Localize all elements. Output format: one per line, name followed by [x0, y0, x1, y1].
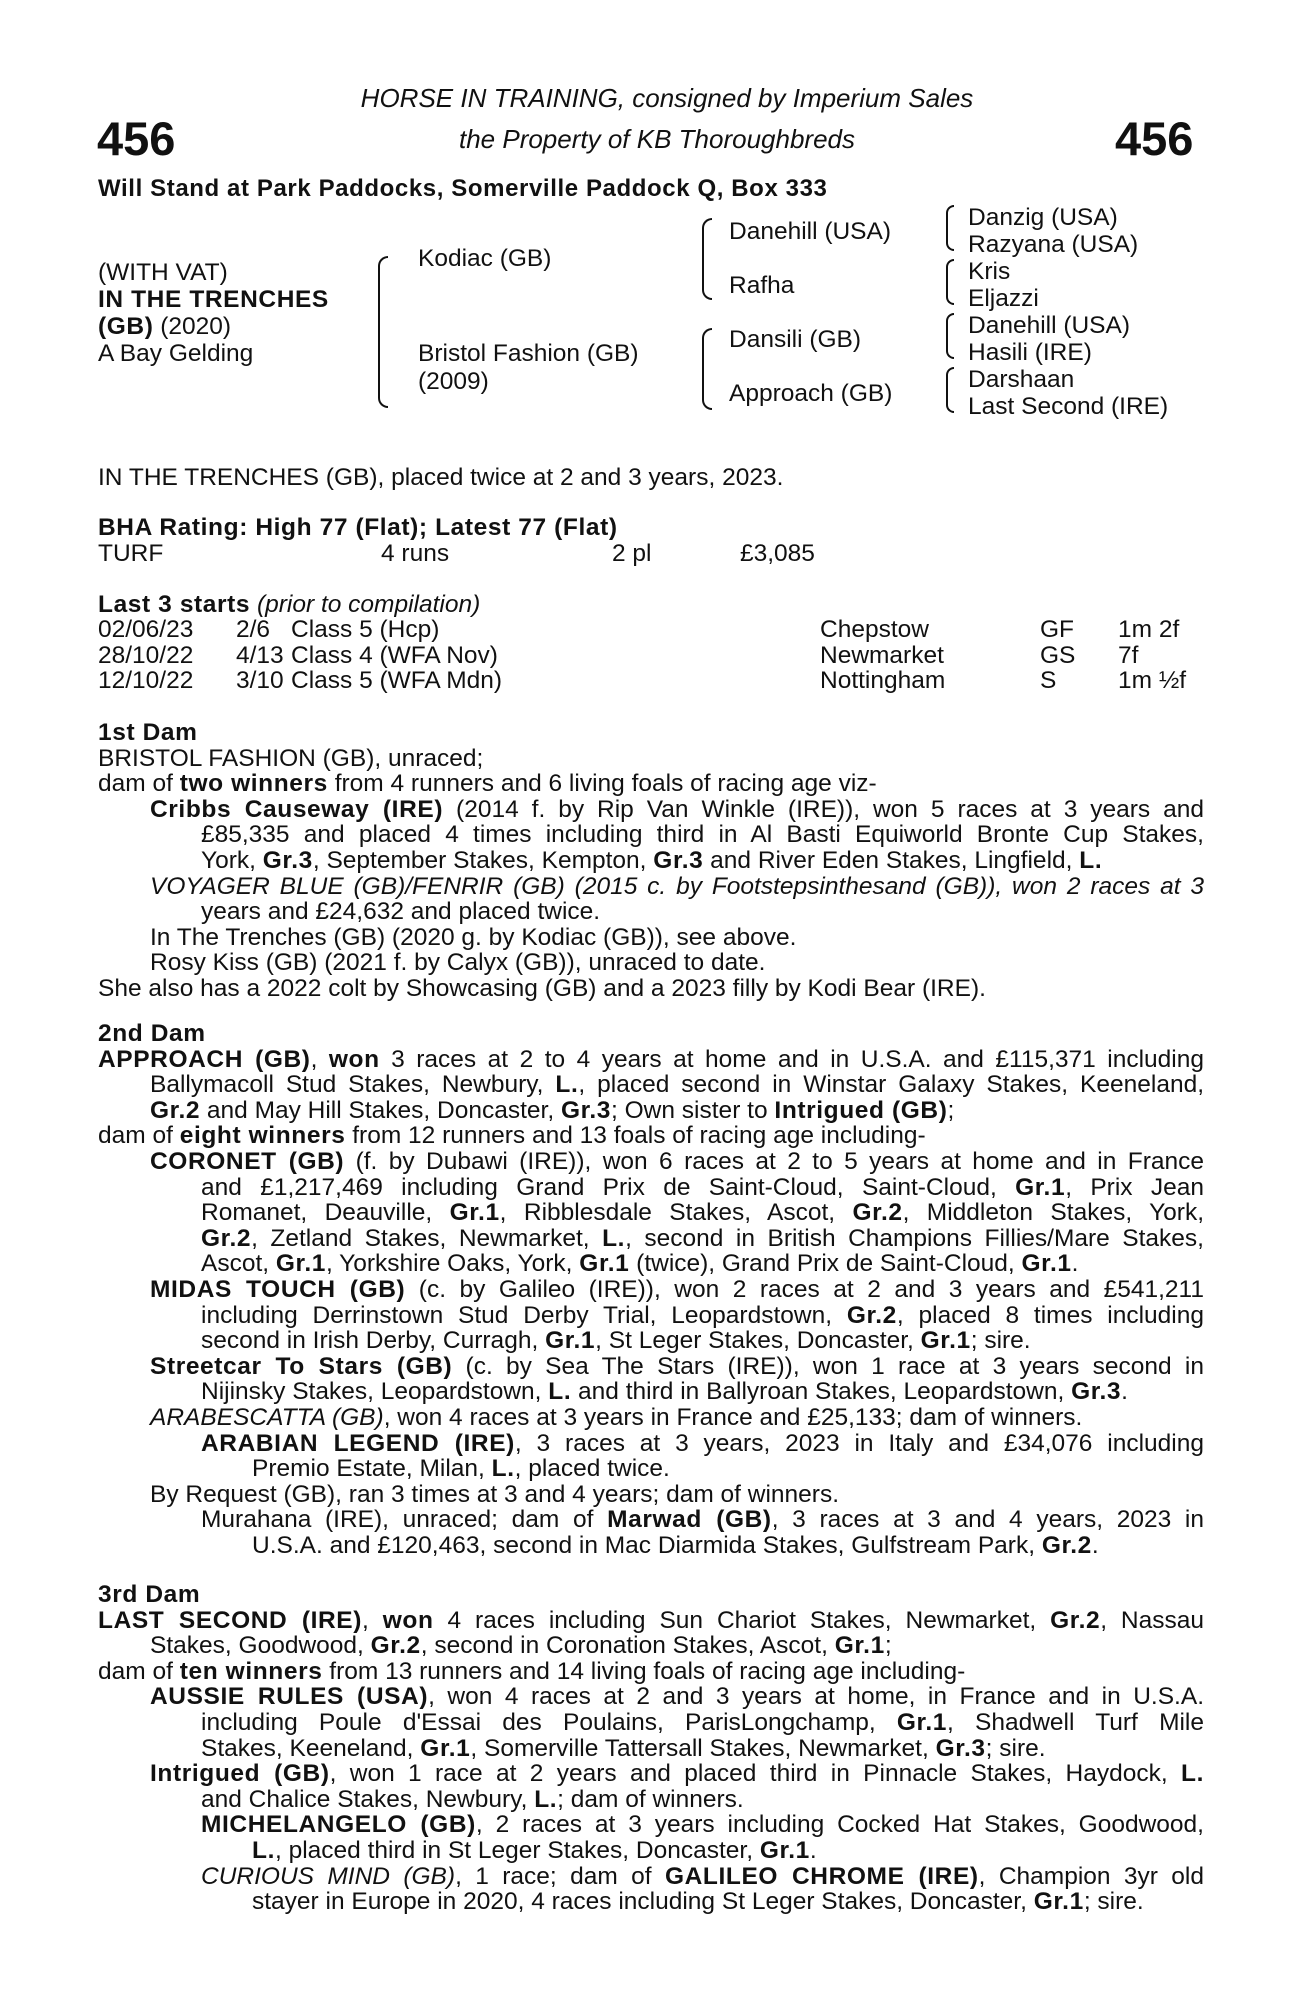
start-race: Class 5 (WFA Mdn)	[291, 667, 503, 695]
sire-sire: Danehill (USA)	[729, 218, 892, 245]
rating-earnings: £3,085	[740, 540, 815, 567]
ancestor: Danzig (USA)	[968, 204, 1118, 231]
text-line: BRISTOL FASHION (GB), unraced;	[98, 744, 484, 772]
text-line: dam of eight winners from 12 runners and 13 foals of racing age including-	[98, 1122, 926, 1150]
text-line: including Derrinstown Stud Derby Trial, Leopardstown, Gr.2, placed 8 times including	[201, 1301, 1204, 1329]
text-line: Cribbs Causeway (IRE) (2014 f. by Rip Van Winkle (IRE)), won 5 races at 3 years and	[150, 795, 1204, 823]
text-line: and Chalice Stakes, Newbury, L.; dam of winners.	[201, 1785, 744, 1813]
second-dam-heading: 2nd Dam	[98, 1020, 206, 1047]
text-line: She also has a 2022 colt by Showcasing (GB) and a 2023 filly by Kodi Bear (IRE).	[98, 974, 986, 1002]
text-line: Romanet, Deauville, Gr.1, Ribblesdale Stakes, Ascot, Gr.2, Middleton Stakes, York,	[201, 1199, 1205, 1227]
horse-description: A Bay Gelding	[98, 340, 254, 367]
ancestor: Kris	[968, 258, 1011, 285]
last-starts-title: Last 3 starts	[98, 591, 251, 618]
pedigree-brace	[702, 328, 712, 410]
text-line: L., placed third in St Leger Stakes, Doncaster, Gr.1.	[252, 1836, 817, 1864]
text-line: Murahana (IRE), unraced; dam of Marwad (GB), 3 races at 3 and 4 years, 2023 in	[201, 1506, 1204, 1534]
start-dist: 1m 2f	[1118, 616, 1180, 643]
second-dam-section	[98, 1021, 1204, 1558]
ancestor: Darshaan	[968, 366, 1075, 393]
text-line: Gr.2, Zetland Stakes, Newmarket, L., second in British Champions Fillies/Mare Stakes,	[201, 1224, 1204, 1252]
ancestor: Razyana (USA)	[968, 231, 1139, 258]
horse-name: IN THE TRENCHES	[98, 286, 329, 313]
text-line: dam of ten winners from 13 runners and 14 living foals of racing age including-	[98, 1657, 966, 1685]
dam-dam: Approach (GB)	[729, 380, 893, 407]
sire: Kodiac (GB)	[418, 245, 552, 272]
sire-dam: Rafha	[729, 272, 795, 299]
text-line: Ascot, Gr.1, Yorkshire Oaks, York, Gr.1 (twice), Grand Prix de Saint-Cloud, Gr.1.	[201, 1250, 1079, 1278]
pedigree-brace	[378, 256, 388, 408]
pedigree-brace	[946, 313, 954, 359]
horse-origin-year	[98, 314, 231, 340]
text-line: including Poule d'Essai des Poulains, ParisLongchamp, Gr.1, Shadwell Turf Mile	[201, 1708, 1204, 1736]
text-line: CURIOUS MIND (GB), 1 race; dam of GALILEO CHROME (IRE), Champion 3yr old	[201, 1862, 1205, 1890]
bha-rating: BHA Rating: High 77 (Flat); Latest 77 (Flat)	[98, 514, 618, 541]
text-line: CORONET (GB) (f. by Dubawi (IRE)), won 6 races at 2 to 5 years at home and in France	[150, 1147, 1205, 1175]
start-pos: 2/6	[236, 616, 271, 643]
rating-placed: 2 pl	[612, 540, 652, 567]
text-line: U.S.A. and £120,463, second in Mac Diarmida Stakes, Gulfstream Park, Gr.2.	[252, 1531, 1099, 1559]
start-course: Chepstow	[820, 616, 929, 643]
start-date: 02/06/23	[98, 616, 194, 643]
text-line: and £1,217,469 including Grand Prix de Saint-Cloud, Saint-Cloud, Gr.1, Prix Jean	[201, 1173, 1204, 1201]
text-line: ARABIAN LEGEND (IRE), 3 races at 3 years, 2023 in Italy and £34,076 including	[201, 1429, 1204, 1457]
start-going: GF	[1040, 616, 1075, 643]
text-line: Intrigued (GB), won 1 race at 2 years and placed third in Pinnacle Stakes, Haydock, L.	[150, 1760, 1204, 1788]
start-date: 12/10/22	[98, 667, 194, 695]
text-line: MICHELANGELO (GB), 2 races at 3 years including Cocked Hat Stakes, Goodwood,	[201, 1811, 1204, 1839]
start-dist: 1m ½f	[1118, 667, 1187, 695]
text-line: Stakes, Goodwood, Gr.2, second in Coronation Stakes, Ascot, Gr.1;	[150, 1632, 892, 1660]
text-line: MIDAS TOUCH (GB) (c. by Galileo (IRE)), won 2 races at 2 and 3 years and £541,211	[150, 1275, 1204, 1303]
ancestor: Hasili (IRE)	[968, 339, 1092, 366]
text-line: VOYAGER BLUE (GB)/FENRIR (GB) (2015 c. by Footstepsinthesand (GB)), won 2 races at 3	[150, 872, 1204, 900]
dam: Bristol Fashion (GB)	[418, 340, 639, 367]
ancestor: Eljazzi	[968, 285, 1039, 312]
rating-runs: 4 runs	[381, 540, 450, 567]
first-dam-heading: 1st Dam	[98, 719, 198, 746]
text-line: dam of two winners from 4 runners and 6 living foals of racing age viz-	[98, 770, 877, 798]
start-pos: 4/13	[236, 641, 284, 669]
text-line: In The Trenches (GB) (2020 g. by Kodiac (GB)), see above.	[150, 923, 797, 951]
horse-origin: (GB)	[98, 313, 154, 340]
lot-number-left: 456	[97, 112, 176, 165]
start-date: 28/10/22	[98, 641, 194, 669]
rating-surface: TURF	[98, 540, 164, 567]
start-course: Nottingham	[820, 667, 946, 695]
text-line: ARABESCATTA (GB), won 4 races at 3 years in France and £25,133; dam of winners.	[150, 1403, 1083, 1431]
first-dam-section	[98, 720, 1204, 1002]
pedigree-brace	[946, 367, 954, 413]
start-dist: 7f	[1118, 641, 1139, 669]
text-line: Rosy Kiss (GB) (2021 f. by Calyx (GB)), unraced to date.	[150, 949, 766, 977]
race-summary: IN THE TRENCHES (GB), placed twice at 2 and 3 years, 2023.	[98, 464, 784, 491]
vat-status: (WITH VAT)	[98, 259, 228, 286]
dam-sire: Dansili (GB)	[729, 326, 862, 353]
text-line: Streetcar To Stars (GB) (c. by Sea The Stars (IRE)), won 1 race at 3 years second in	[150, 1352, 1204, 1380]
text-line: Premio Estate, Milan, L., placed twice.	[252, 1455, 670, 1483]
last-starts-note: (prior to compilation)	[250, 591, 481, 618]
dam-year: (2009)	[418, 368, 489, 395]
text-line: York, Gr.3, September Stakes, Kempton, Gr.3 and River Eden Stakes, Lingfield, L.	[201, 846, 1103, 874]
text-line: LAST SECOND (IRE), won 4 races including Sun Chariot Stakes, Newmarket, Gr.2, Nassau	[98, 1606, 1205, 1634]
text-line: second in Irish Derby, Curragh, Gr.1, St Leger Stakes, Doncaster, Gr.1; sire.	[201, 1327, 1031, 1355]
property-line: the Property of KB Thoroughbreds	[458, 124, 855, 154]
start-pos: 3/10	[236, 667, 284, 695]
text-line: Ballymacoll Stud Stakes, Newbury, L., placed second in Winstar Galaxy Stakes, Keeneland,	[150, 1071, 1204, 1099]
start-going: GS	[1040, 641, 1076, 669]
text-line: £85,335 and placed 4 times including third in Al Basti Equiworld Bronte Cup Stakes,	[201, 821, 1204, 849]
text-line: Nijinsky Stakes, Leopardstown, L. and third in Ballyroan Stakes, Leopardstown, Gr.3.	[201, 1378, 1128, 1406]
lot-number-right: 456	[1115, 112, 1194, 165]
pedigree-brace	[946, 205, 954, 251]
text-line: Gr.2 and May Hill Stakes, Doncaster, Gr.3; Own sister to Intrigued (GB);	[150, 1096, 955, 1124]
third-dam-section	[98, 1582, 1204, 1915]
text-line: stayer in Europe in 2020, 4 races including St Leger Stakes, Doncaster, Gr.1; sire.	[252, 1888, 1144, 1916]
third-dam-heading: 3rd Dam	[98, 1581, 201, 1608]
start-race: Class 5 (Hcp)	[291, 616, 440, 643]
consignor-line: HORSE IN TRAINING, consigned by Imperium Sales	[360, 83, 974, 113]
start-going: S	[1040, 667, 1057, 695]
pedigree-brace	[702, 218, 712, 300]
start-race: Class 4 (WFA Nov)	[291, 641, 498, 669]
text-line: APPROACH (GB), won 3 races at 2 to 4 years at home and in U.S.A. and £115,371 including	[98, 1045, 1204, 1073]
ancestor: Danehill (USA)	[968, 312, 1131, 339]
pedigree-brace	[946, 259, 954, 305]
text-line: years and £24,632 and placed twice.	[201, 898, 601, 926]
text-line: AUSSIE RULES (USA), won 4 races at 2 and 3 years at home, in France and in U.S.A.	[150, 1683, 1204, 1711]
start-course: Newmarket	[820, 641, 944, 669]
text-line: By Request (GB), ran 3 times at 3 and 4 years; dam of winners.	[150, 1480, 840, 1508]
text-line: Stakes, Keeneland, Gr.1, Somerville Tattersall Stakes, Newmarket, Gr.3; sire.	[201, 1734, 1046, 1762]
stand-location: Will Stand at Park Paddocks, Somerville Paddock Q, Box 333	[98, 175, 828, 202]
horse-year: (2020)	[153, 313, 232, 340]
ancestor: Last Second (IRE)	[968, 393, 1169, 420]
last-starts-heading	[98, 592, 480, 618]
